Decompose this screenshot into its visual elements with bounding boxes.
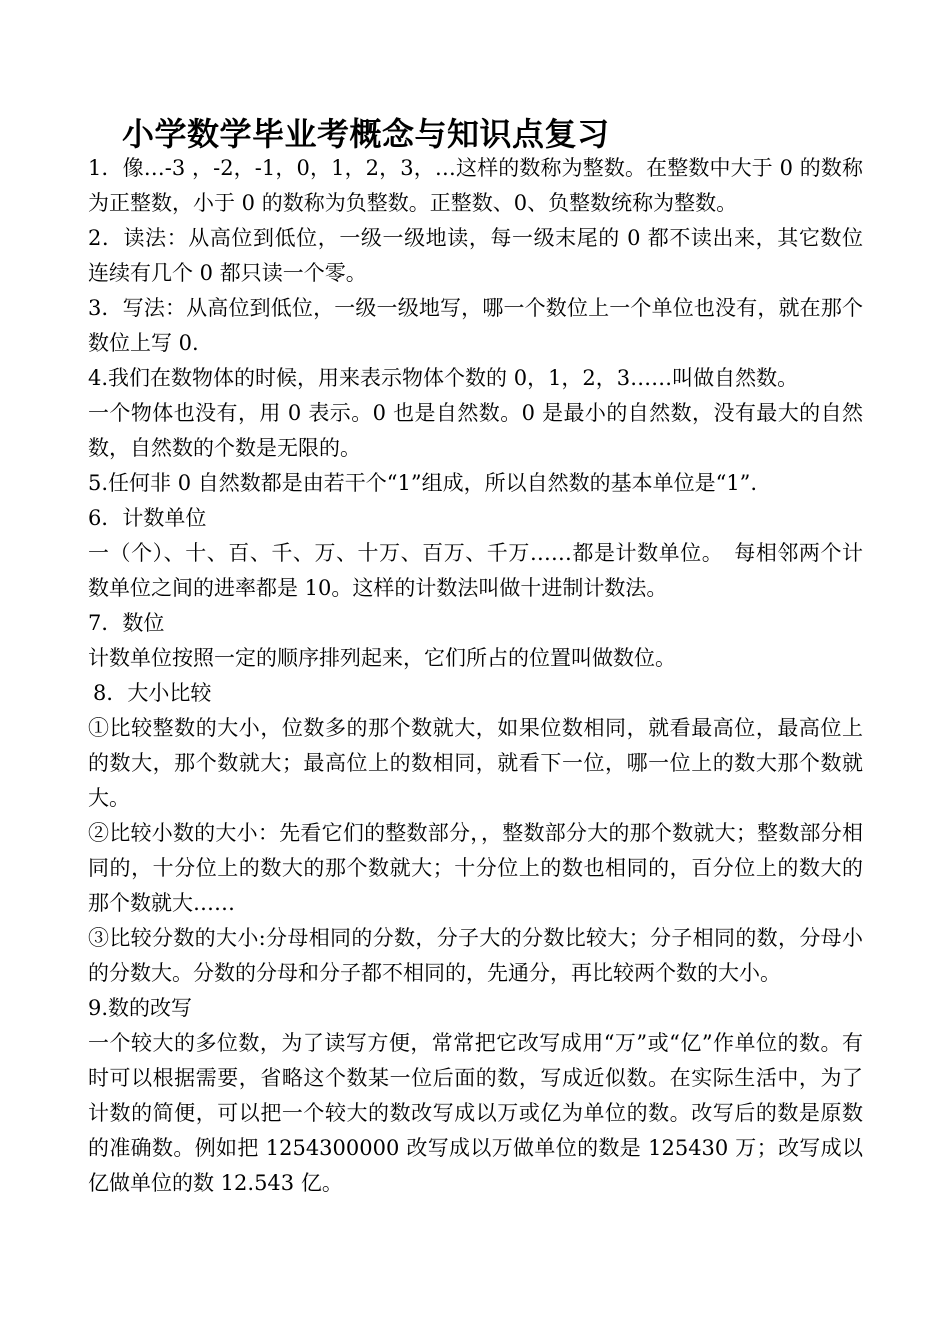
paragraph-compare-decimals: ②比较小数的大小：先看它们的整数部分，，整数部分大的那个数就大；整数部分相同的，十分位上的数大的那个数就大；十分位上的数也相同的，百分位上的数大的那个数就大……: [88, 821, 863, 915]
heading-place-value: 7．数位: [88, 611, 165, 635]
paragraph-natural-numbers: 4.我们在数物体的时候，用来表示物体个数的 0，1，2，3……叫做自然数。: [88, 366, 799, 390]
document-body: [88, 151, 863, 1201]
document-title: 小学数学毕业考概念与知识点复习: [122, 115, 610, 153]
heading-counting-units: 6．计数单位: [88, 506, 207, 530]
heading-rewriting: 9.数的改写: [88, 996, 193, 1020]
paragraph-zero: 一个物体也没有，用 0 表示。0 也是自然数。0 是最小的自然数，没有最大的自然数，自然数的个数是无限的。: [88, 401, 863, 460]
paragraph-writing: 3．写法：从高位到低位，一级一级地写，哪一个数位上一个单位也没有，就在那个数位上写 0.: [88, 296, 863, 355]
paragraph-rewriting: 一个较大的多位数，为了读写方便，常常把它改写成用“万”或“亿”作单位的数。有时可以根据需要，省略这个数某一位后面的数，写成近似数。在实际生活中，为了计数的简便，可以把一个较大的数改写成以万或亿为单位的数。改写后的数是原数的准确数。例如把 1254300000 改写成以万做单位的数是 125430 万；改写成以亿做单位的数 12.543 亿。: [88, 1031, 863, 1195]
paragraph-compare-fractions: ③比较分数的大小:分母相同的分数，分子大的分数比较大；分子相同的数，分母小的分数大。分数的分母和分子都不相同的，先通分，再比较两个数的大小。: [88, 926, 863, 985]
paragraph-reading: 2．读法：从高位到低位，一级一级地读，每一级末尾的 0 都不读出来，其它数位连续有几个 0 都只读一个零。: [88, 226, 863, 285]
paragraph-place-value: 计数单位按照一定的顺序排列起来，它们所占的位置叫做数位。: [88, 646, 676, 670]
paragraph-compare-integers: ①比较整数的大小，位数多的那个数就大，如果位数相同，就看最高位，最高位上的数大，那个数就大；最高位上的数相同，就看下一位，哪一位上的数大那个数就大。: [88, 716, 863, 810]
paragraph-basic-unit: 5.任何非 0 自然数都是由若干个“1”组成，所以自然数的基本单位是“1”.: [88, 471, 758, 495]
paragraph-counting-units: 一（个）、十、百、千、万、十万、百万、千万……都是计数单位。 每相邻两个计数单位之间的进率都是 10。这样的计数法叫做十进制计数法。: [88, 541, 863, 600]
paragraph-integers: 1．像…-3 ，-2，-1，0，1，2，3，…这样的数称为整数。在整数中大于 0 的数称为正整数，小于 0 的数称为负整数。正整数、0、负整数统称为整数。: [88, 156, 863, 215]
heading-comparison: 8．大小比较: [93, 681, 212, 705]
